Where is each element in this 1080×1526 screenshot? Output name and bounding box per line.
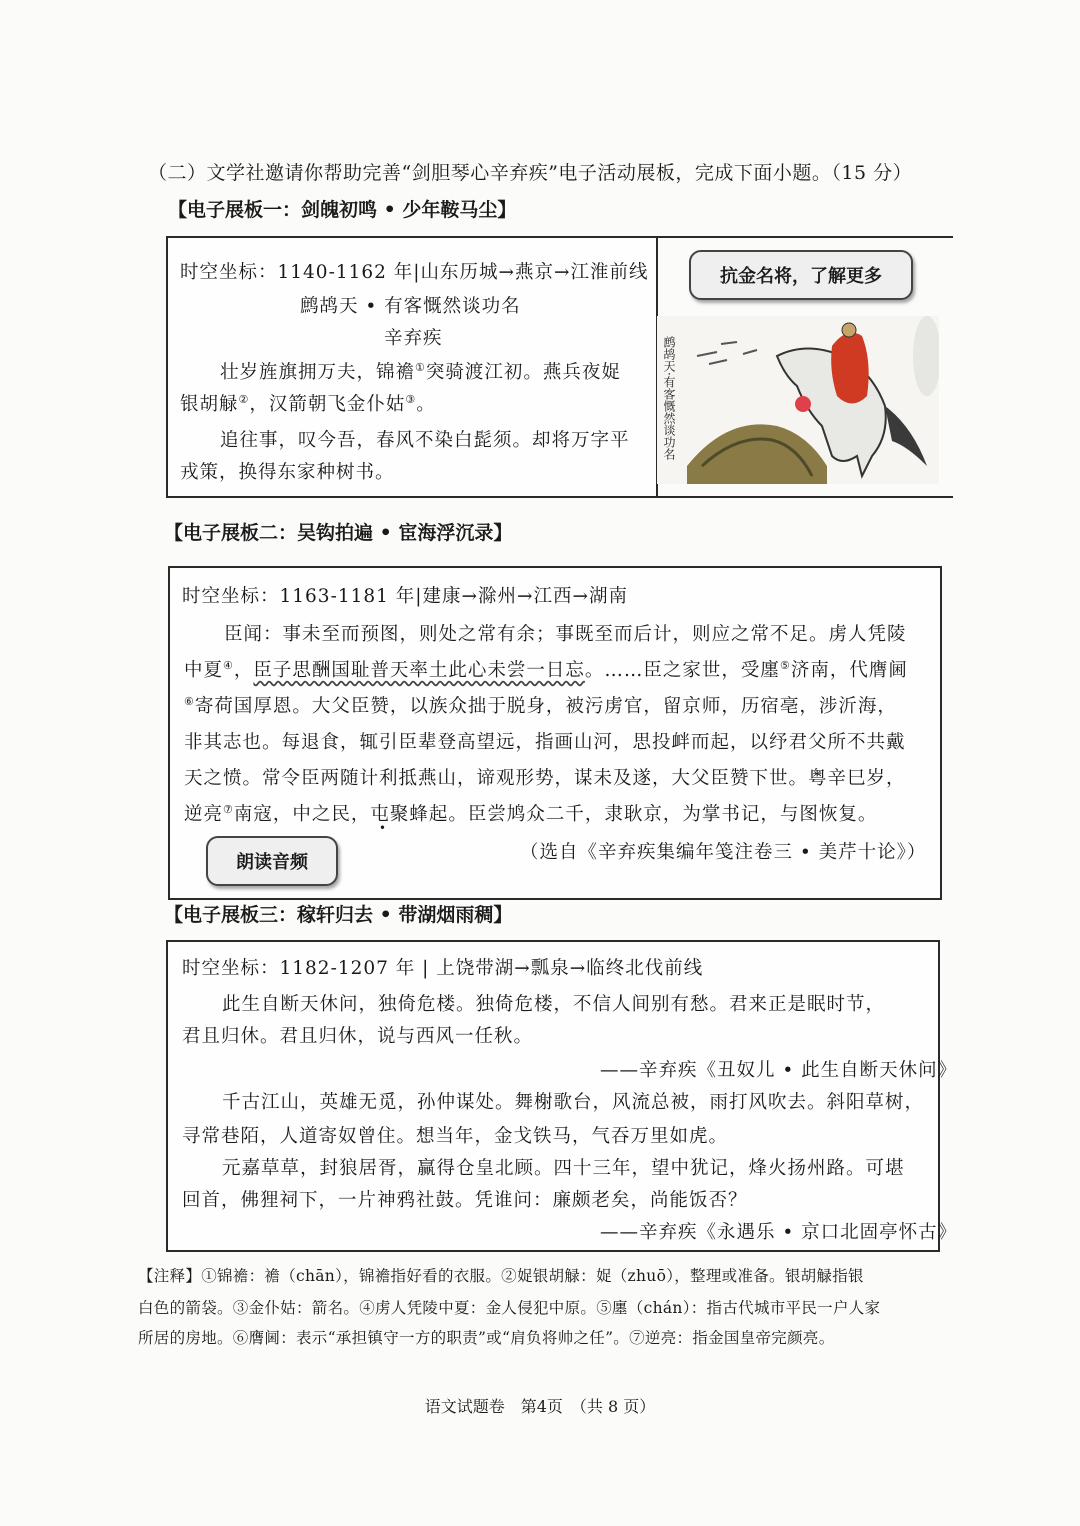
board3-line-4: 寻常巷陌，人道寄奴曾住。想当年，金戈铁马，气吞万里如虎。 (182, 1126, 729, 1147)
board3-panel (166, 940, 958, 1252)
note-line-2: 白色的箭袋。③金仆姑：箭名。④虏人凭陵中夏：金人侵犯中原。⑤廛（chán）：指古代城市平民一户人家 (138, 1299, 881, 1317)
board1-line-1: 壮岁旌旗拥万夫，锦襜①突骑渡江初。燕兵夜娖 (220, 360, 621, 383)
board3-line-3: 千古江山，英雄无觅，孙仲谋处。舞榭歌台，风流总被，雨打风吹去。斜阳草树， (222, 1092, 925, 1113)
board2-line-6: 逆亮⑦南寇，中之民，屯聚蜂起。臣尝鸠众二千，隶耿京，为掌书记，与图恢复。 (184, 802, 878, 825)
board1-image-panel (657, 236, 953, 498)
page-footer: 语文试题卷 第4页 （共 8 页） (424, 1397, 656, 1416)
board1-line-4: 戎策，换得东家种树书。 (180, 462, 395, 483)
board3-line-5: 元嘉草草，封狼居胥，赢得仓皇北顾。四十三年，望中犹记，烽火扬州路。可堪 (222, 1158, 905, 1179)
board1-poem-title: 鹧鸪天 • 有客慨然谈功名 (300, 296, 521, 317)
board1-author: 辛弃疾 (384, 328, 443, 349)
board3-line-1: 此生自断天休问，独倚危楼。独倚危楼，不信人间别有愁。君来正是眠时节， (222, 994, 886, 1015)
board3-line-6: 回首，佛狸祠下，一片神鸦社鼓。凭谁问：廉颇老矣，尚能饭否？ (182, 1190, 748, 1211)
read-audio-button[interactable]: 朗读音频 (206, 836, 338, 886)
illustration-calligraphy: 鹧鸪天·有客慨然谈功名 (662, 336, 676, 460)
board3-line-2: 君且归休。君且归休，说与西风一任秋。 (182, 1026, 534, 1047)
board1-line-3: 追往事，叹今吾，春风不染白髭须。却将万字平 (220, 430, 630, 451)
general-on-horse-illustration (657, 316, 939, 484)
dotted-char: 屯 (370, 804, 390, 825)
section-intro: （二）文学社邀请你帮助完善“剑胆琴心辛弃疾”电子活动展板，完成下面小题。（15 分） (148, 162, 913, 184)
board2-line-4: 非其志也。每退食，辄引臣辈登高望远，指画山河，思投衅而起，以纾君父所不共戴 (184, 732, 906, 753)
board2-source: （选自《辛弃疾集编年笺注卷三 • 美芹十论》） (520, 842, 927, 863)
note-line-1: 【注释】①锦襜：襜（chān），锦襜指好看的衣服。②娖银胡觮：娖（zhuō），整理或准备。银胡觮指银 (138, 1267, 864, 1285)
board2-title: 【电子展板二：吴钩拍遍 • 宦海浮沉录】 (164, 522, 513, 544)
board1-text-panel (166, 236, 658, 498)
board2-line-3: ⑥寄荷国厚恩。大父臣赞，以族众拙于脱身，被污虏官，留京师，历宿亳，涉沂海， (184, 694, 897, 717)
board3-coord: 时空坐标：1182-1207 年 | 上饶带湖→瓢泉→临终北伐前线 (182, 958, 704, 979)
board1-line-2: 银胡觮②，汉箭朝飞金仆姑③。 (180, 392, 436, 415)
board2-coord: 时空坐标：1163-1181 年|建康→滁州→江西→湖南 (182, 586, 629, 607)
board1-coord: 时空坐标：1140-1162 年|山东历城→燕京→江淮前线 (180, 262, 649, 283)
learn-more-button[interactable]: 抗金名将，了解更多 (689, 250, 913, 300)
underlined-sentence: 臣子思酬国耻普天率土此心未尝一日忘 (253, 660, 585, 681)
board3-source-1: ——辛弃疾《丑奴儿 • 此生自断天休问》 (600, 1060, 958, 1081)
board2-line-5: 天之愤。常令臣两随计利抵燕山，谛观形势，谋未及遂，大父臣赞下世。粤辛巳岁， (184, 768, 906, 789)
board1-title: 【电子展板一：剑魄初鸣 • 少年鞍马尘】 (168, 199, 517, 221)
note-line-3: 所居的房地。⑥膺阃：表示“承担镇守一方的职责”或“肩负将帅之任”。⑦逆亮：指金国皇帝完颜亮。 (138, 1329, 835, 1347)
board2-line-2: 中夏④，臣子思酬国耻普天率土此心未尝一日忘。……臣之家世，受廛⑤济南，代膺阃 (184, 658, 908, 681)
board2-line-1: 臣闻：事未至而预图，则处之常有余；事既至而后计，则应之常不足。虏人凭陵 (224, 624, 907, 645)
board3-title: 【电子展板三：稼轩归去 • 带湖烟雨稠】 (164, 904, 513, 926)
board3-source-2: ——辛弃疾《永遇乐 • 京口北固亭怀古》 (600, 1222, 958, 1243)
